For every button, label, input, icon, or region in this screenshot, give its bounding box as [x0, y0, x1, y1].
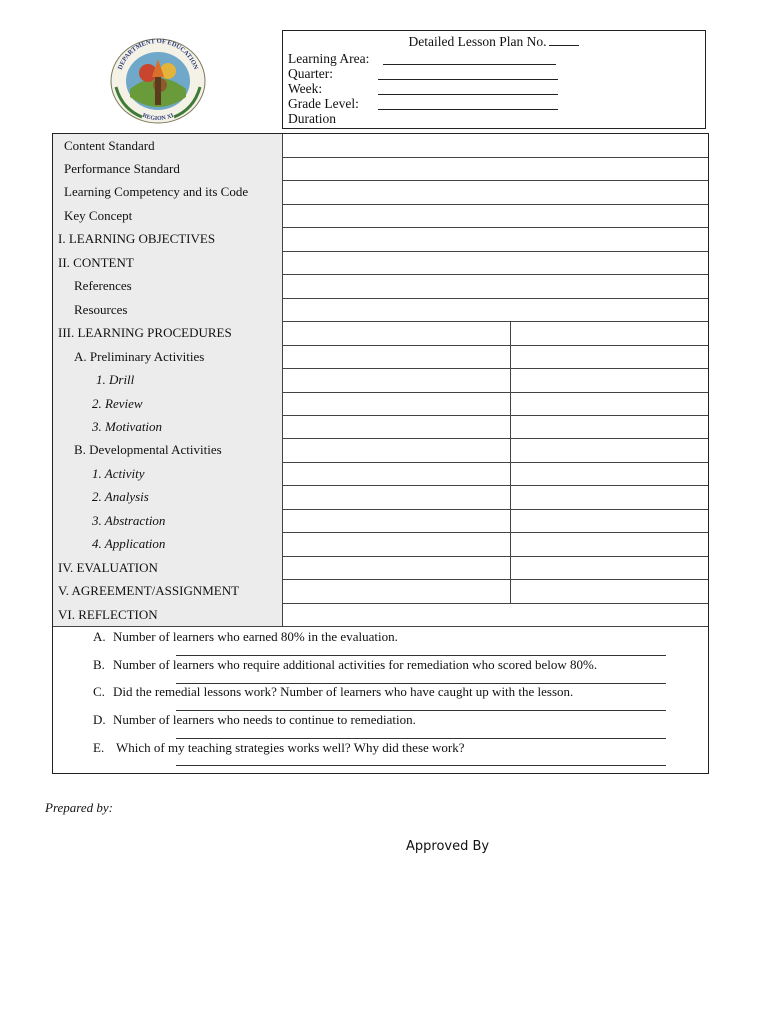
- table-row: [53, 462, 708, 486]
- row-label: Learning Competency and its Code: [53, 180, 283, 204]
- row-label: 1. Drill: [53, 368, 283, 392]
- column-divider: [510, 415, 511, 438]
- item-text: Number of learners who needs to continue to remediation.: [113, 712, 416, 727]
- answer-line[interactable]: [176, 738, 666, 739]
- answer-line[interactable]: [176, 710, 666, 711]
- quarter-blank[interactable]: [378, 79, 558, 80]
- table-row: [53, 392, 708, 416]
- item-text: Number of learners who earned 80% in the evaluation.: [113, 629, 398, 644]
- item-letter: D.: [93, 712, 106, 727]
- row-label: Key Concept: [53, 204, 283, 227]
- quarter-label: Quarter:: [288, 66, 333, 81]
- column-divider: [510, 392, 511, 415]
- answer-line[interactable]: [176, 765, 666, 766]
- table-row: [53, 321, 708, 346]
- row-label: Content Standard: [53, 134, 283, 157]
- table-row: [53, 556, 708, 580]
- row-label: B. Developmental Activities: [53, 438, 283, 462]
- column-divider: [510, 368, 511, 392]
- column-divider: [510, 556, 511, 579]
- approved-by-label: Approved By: [406, 839, 490, 854]
- row-label: IV. EVALUATION: [53, 556, 283, 579]
- item-text: Number of learners who require additional activities for remediation who scored below 80%.: [113, 657, 598, 672]
- svg-text:DEPARTMENT OF EDUCATION: DEPARTMENT OF EDUCATION: [116, 37, 200, 71]
- learning-area-blank[interactable]: [383, 64, 556, 65]
- lesson-plan-header: [282, 30, 706, 129]
- table-row: [53, 532, 708, 557]
- column-divider: [510, 485, 511, 509]
- reflection-item: [93, 740, 465, 756]
- reflection-section: [53, 627, 708, 773]
- duration-label: Duration: [288, 111, 336, 126]
- row-label: References: [53, 274, 283, 298]
- reflection-item: [93, 684, 573, 700]
- column-divider: [510, 532, 511, 556]
- table-row: [53, 368, 708, 393]
- plan-number-blank[interactable]: [549, 34, 579, 46]
- table-row: [53, 180, 708, 205]
- table-row: [53, 415, 708, 439]
- reflection-item: [93, 712, 416, 728]
- row-label: 2. Review: [53, 392, 283, 415]
- week-blank[interactable]: [378, 94, 558, 95]
- grade-level-label: Grade Level:: [288, 96, 359, 111]
- item-text: Which of my teaching strategies works well? Why did these work?: [113, 740, 465, 755]
- row-label: 3. Abstraction: [53, 509, 283, 532]
- table-row: [53, 603, 708, 627]
- column-divider: [510, 579, 511, 603]
- table-row: [53, 204, 708, 228]
- table-row: [53, 134, 708, 158]
- table-row: [53, 298, 708, 322]
- table-row: [53, 345, 708, 369]
- row-label: VI. REFLECTION: [53, 603, 283, 626]
- column-divider: [510, 321, 511, 345]
- row-label: 3. Motivation: [53, 415, 283, 438]
- svg-text:REGION XI: REGION XI: [141, 112, 175, 123]
- table-row: [53, 579, 708, 604]
- item-letter: E.: [93, 740, 105, 755]
- row-label: A. Preliminary Activities: [53, 345, 283, 368]
- row-label: V. AGREEMENT/ASSIGNMENT: [53, 579, 283, 603]
- answer-line[interactable]: [176, 655, 666, 656]
- table-row: [53, 438, 708, 463]
- table-row: [53, 157, 708, 181]
- lesson-plan-title: [283, 34, 705, 50]
- deped-seal-logo: [108, 37, 208, 125]
- column-divider: [510, 462, 511, 485]
- column-divider: [510, 345, 511, 368]
- item-letter: B.: [93, 657, 105, 672]
- column-divider: [510, 438, 511, 462]
- learning-area-label: Learning Area:: [288, 51, 370, 66]
- row-label: II. CONTENT: [53, 251, 283, 274]
- reflection-item: [93, 629, 398, 645]
- item-letter: C.: [93, 684, 105, 699]
- row-label: 1. Activity: [53, 462, 283, 485]
- column-divider: [510, 509, 511, 532]
- grade-level-blank[interactable]: [378, 109, 558, 110]
- row-label: III. LEARNING PROCEDURES: [53, 321, 283, 345]
- row-label: 4. Application: [53, 532, 283, 556]
- table-row: [53, 274, 708, 299]
- item-text: Did the remedial lessons work? Number of learners who have caught up with the lesson.: [113, 684, 574, 699]
- week-label: Week:: [288, 81, 323, 96]
- row-label: Resources: [53, 298, 283, 321]
- row-label: I. LEARNING OBJECTIVES: [53, 227, 283, 251]
- table-row: [53, 485, 708, 510]
- title-text: Detailed Lesson Plan No.: [408, 34, 547, 49]
- lesson-plan-table: [52, 133, 709, 774]
- row-label: Performance Standard: [53, 157, 283, 180]
- table-row: [53, 251, 708, 275]
- prepared-by-label: Prepared by:: [45, 800, 113, 815]
- row-label: 2. Analysis: [53, 485, 283, 509]
- reflection-item: [93, 657, 597, 673]
- table-row: [53, 227, 708, 252]
- item-letter: A.: [93, 629, 106, 644]
- table-row: [53, 509, 708, 533]
